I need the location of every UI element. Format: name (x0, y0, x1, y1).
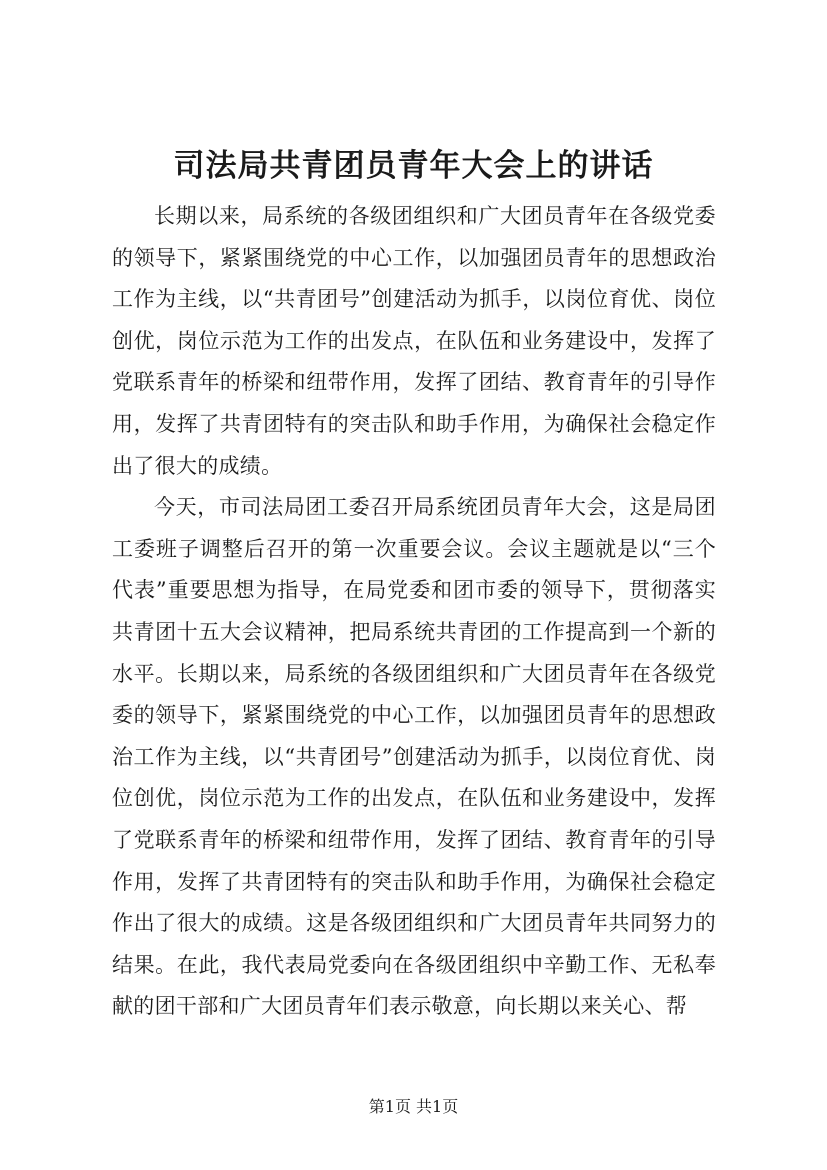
document-title: 司法局共青团员青年大会上的讲话 (173, 148, 654, 184)
paragraph-2: 今天，市司法局团工委召开局系统团员青年大会，这是局团工委班子调整后召开的第一次重要会议。会议主题就是以“三个代表”重要思想为指导，在局党委和团市委的领导下，贯彻落实共青团十五大会议精神，把局系统共青团的工作提高到一个新的水平。长期以来，局系统的各级团组织和广大团员青年在各级党委的领导下，紧紧围绕党的中心工作，以加强团员青年的思想政治工作为主线，以“共青团号”创建活动为抓手，以岗位育优、岗位创优，岗位示范为工作的出发点，在队伍和业务建设中，发挥了党联系青年的桥梁和纽带作用，发挥了团结、教育青年的引导作用，发挥了共青团特有的突击队和助手作用，为确保社会稳定作出了很大的成绩。这是各级团组织和广大团员青年共同努力的结果。在此，我代表局党委向在各级团组织中辛勤工作、无私奉献的团干部和广大团员青年们表示敬意，向长期以来关心、帮 (112, 495, 716, 1019)
document-body (112, 196, 716, 1028)
page-number-footer: 第1页 共1页 (368, 1097, 459, 1116)
paragraph-1: 长期以来，局系统的各级团组织和广大团员青年在各级党委的领导下，紧紧围绕党的中心工作，以加强团员青年的思想政治工作为主线，以“共青团号”创建活动为抓手，以岗位育优、岗位创优，岗位示范为工作的出发点，在队伍和业务建设中，发挥了党联系青年的桥梁和纽带作用，发挥了团结、教育青年的引导作用，发挥了共青团特有的突击队和助手作用，为确保社会稳定作出了很大的成绩。 (112, 204, 716, 478)
